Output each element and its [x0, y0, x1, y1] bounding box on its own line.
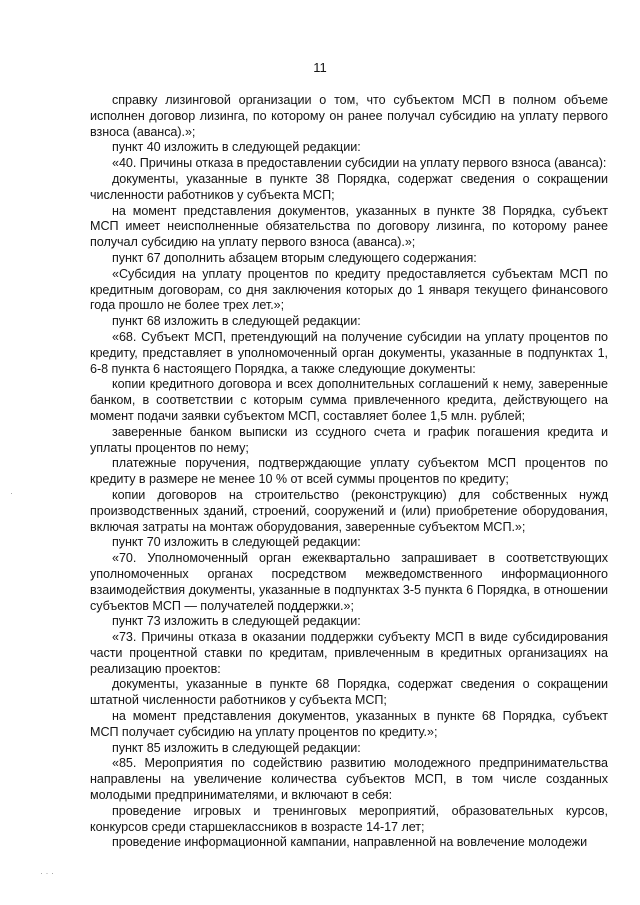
paragraph-6: пункт 67 дополнить абзацем вторым следующего содержания: — [112, 250, 477, 265]
paragraph-3: «40. Причины отказа в предоставлении субсидии на уплату первого взноса (аванса): — [112, 156, 607, 171]
paragraph-1: справку лизинговой организации о том, что субъектом МСП в полном объеме исполнен договор лизинга, по которому он ранее получал субсидию на уплату первого взноса (аванса).»; — [90, 93, 608, 139]
paragraph-9: «68. Субъект МСП, претендующий на получение субсидии на уплату процентов по кредиту, представляет в уполномоченный орган документы, указанные в подпунктах 1, 6-8 пункта 6 настоящего Порядка, а также следующие документы: — [90, 329, 608, 376]
paragraph-22: проведение игровых и тренинговых мероприятий, образовательных курсов, конкурсов среди старшеклассников в возрасте 14-17 лет; — [90, 803, 608, 834]
paragraph-14: пункт 70 изложить в следующей редакции: — [112, 535, 361, 550]
paragraph-8: пункт 68 изложить в следующей редакции: — [112, 314, 361, 329]
paragraph-20: пункт 85 изложить в следующей редакции: — [112, 740, 361, 755]
document-body — [90, 93, 608, 851]
page-number: 11 — [313, 60, 327, 75]
scan-speck-left: · — [10, 488, 13, 498]
paragraph-15: «70. Уполномоченный орган ежеквартально запрашивает в соответствующих уполномоченных органах посредством межведомственного информационного взаимодействия документы, указанные в подпунктах 3-5 пункта 6 Порядка, в отношении субъектов МСП — получателей поддержки.»; — [90, 551, 608, 613]
paragraph-23: проведение информационной кампании, направленной на вовлечение молодежи — [112, 835, 588, 850]
paragraph-10: копии кредитного договора и всех дополнительных соглашений к нему, заверенные банком, в соответствии с которым сумма привлеченного кредита, действующего на момент подачи заявки субъектом МСП, составляет более 1,5 млн. рублей; — [90, 377, 608, 423]
paragraph-7: «Субсидия на уплату процентов по кредиту предоставляется субъектам МСП по кредитным договорам, со дня заключения которых до 1 января текущего финансового года прошло не более трех лет.»; — [90, 266, 608, 313]
paragraph-18: документы, указанные в пункте 68 Порядка, содержат сведения о сокращении штатной численности работников у субъекта МСП; — [90, 677, 608, 708]
paragraph-21: «85. Мероприятия по содействию развитию молодежного предпринимательства направлены на увеличение количества субъектов МСП, в том числе созданных молодыми предпринимателями, и включают в себя: — [90, 756, 608, 803]
paragraph-5: на момент представления документов, указанных в пункте 38 Порядка, субъект МСП имеет неисполненные обязательства по договору лизинга, по которому ранее получал субсидию на уплату первого взноса (аванса).»; — [90, 203, 608, 250]
paragraph-17: «73. Причины отказа в оказании поддержки субъекту МСП в виде субсидирования части процентной ставки по кредитам, привлеченным в кредитных организациях на реализацию проектов: — [90, 630, 608, 676]
paragraph-12: платежные поручения, подтверждающие уплату субъектом МСП процентов по кредиту в размере не менее 10 % от всей суммы процентов по кредиту; — [90, 456, 608, 487]
paragraph-2: пункт 40 изложить в следующей редакции: — [112, 140, 361, 155]
paragraph-13: копии договоров на строительство (реконструкцию) для собственных нужд производственных зданий, строений, сооружений и (или) приобретение оборудования, включая затраты на монтаж оборудования, заверенные субъектом МСП.»; — [90, 487, 608, 534]
paragraph-4: документы, указанные в пункте 38 Порядка, содержат сведения о сокращении численности работников у субъекта МСП; — [90, 171, 608, 202]
paragraph-19: на момент представления документов, указанных в пункте 68 Порядка, субъект МСП получает субсидию на уплату процентов по кредиту.»; — [90, 709, 608, 739]
paragraph-11: заверенные банком выписки из ссудного счета и график погашения кредита и уплаты процентов по нему; — [90, 424, 608, 455]
paragraph-16: пункт 73 изложить в следующей редакции: — [112, 614, 361, 629]
scan-speck-bottom: · · · — [40, 868, 54, 878]
